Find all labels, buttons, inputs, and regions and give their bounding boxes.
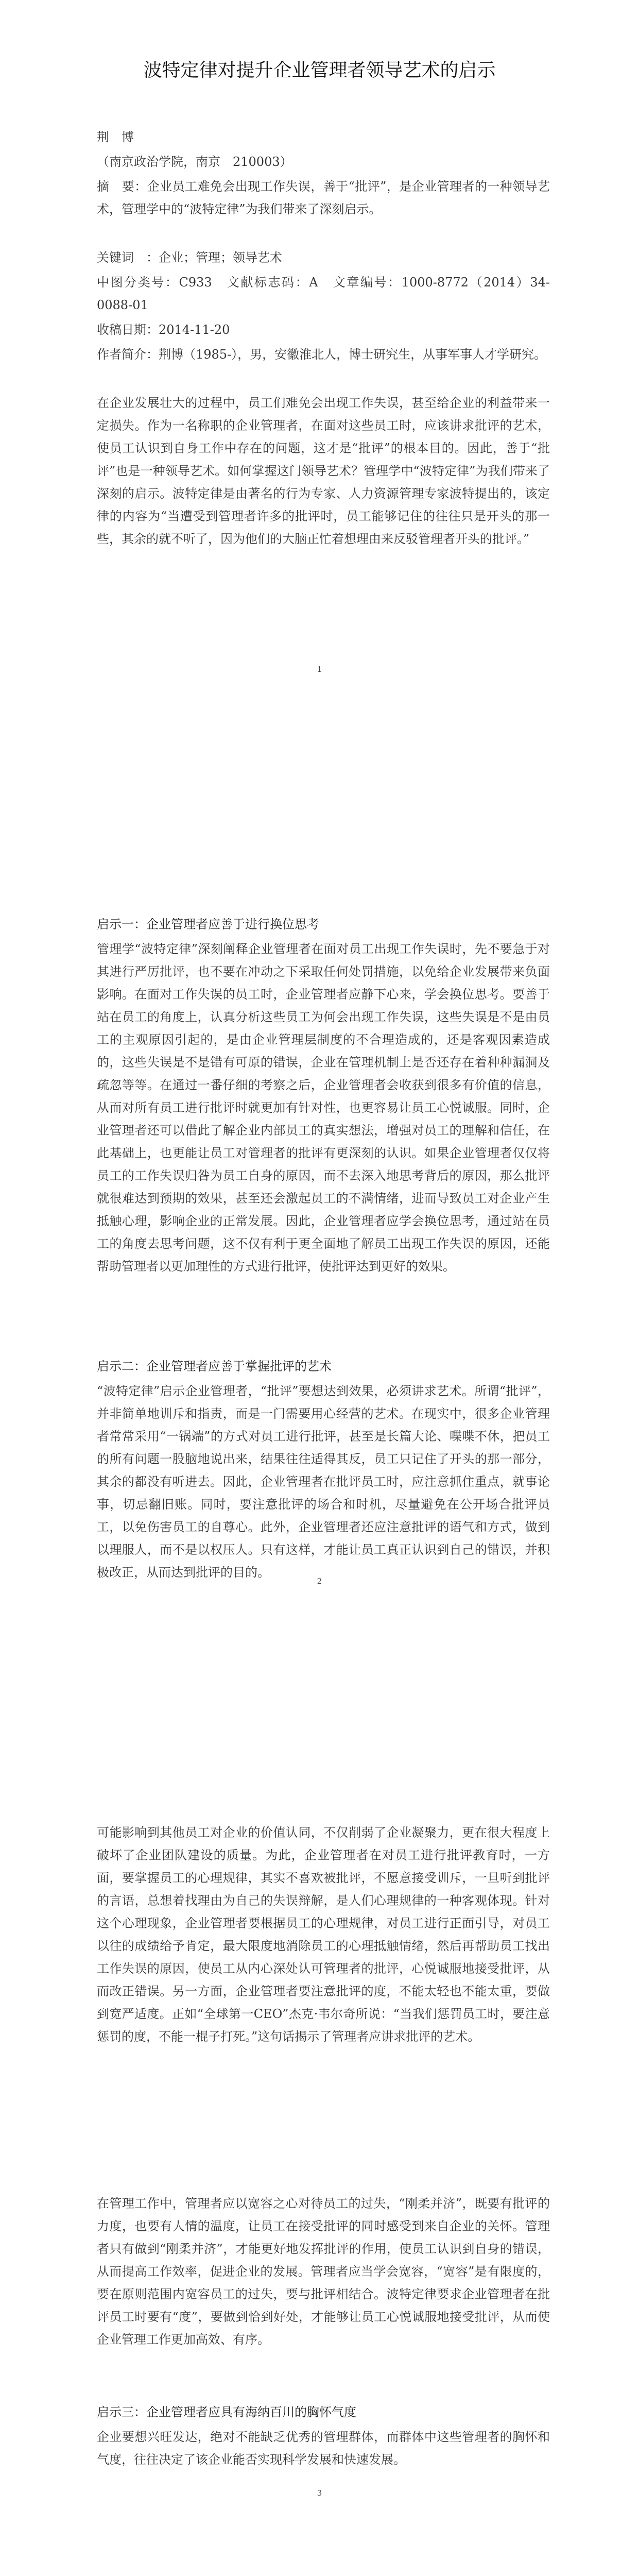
author: 荆 博 (97, 130, 134, 144)
abstract: 摘 要：企业员工难免会出现工作失误，善于“批评”，是企业管理者的一种领导艺术，管理学中的“波特定律”为我们带来了深刻启示。 (97, 179, 550, 216)
section3-paragraph: “波特定律”启示企业管理者，“批评”要想达到效果，必须讲求艺术。所谓“批评”，并非简单地训斥和指责，而是一门需要用心经营的艺术。在现实中，很多企业管理者常常采用“一锅端”的方式对员工进行批评，甚至是长篇大论、喋喋不休，把员工的所有问题一股脑地说出来，结果往往适得其反，员工只记住了开头的那一部分，其余的都没有听进去。因此，企业管理者在批评员工时，应注意抓住重点，就事论事，切忌翻旧账。同时，要注意批评的场合和时机，尽量避免在公开场合批评员工，以免伤害员工的自尊心。此外，企业管理者还应注意批评的语气和方式，做到以理服人，而不是以权压人。只有这样，才能让员工真正认识到自己的错误，并积极改正，从而达到批评的目的。 (97, 1384, 550, 1580)
section4-paragraph-2: 在管理工作中，管理者应以宽容之心对待员工的过失，“刚柔并济”，既要有批评的力度，也要有人情的温度，让员工在接受批评的同时感受到来自企业的关怀。管理者只有做到“刚柔并济”，才能更好地发挥批评的作用，使员工认识到自身的错误，从而提高工作效率，促进企业的发展。管理者应当学会宽容，“宽容”是有限度的，要在原则范围内宽容员工的过失，要与批评相结合。波特定律要求企业管理者在批评员工时要有“度”，要做到恰到好处，才能够让员工心悦诚服地接受批评，从而使企业管理工作更加高效、有序。 (97, 2196, 550, 2347)
section-heading-3: 启示三：企业管理者应具有海纳百川的胸怀气度 (97, 2405, 356, 2419)
classification: 中图分类号：C933 文献标志码：A 文章编号：1000-8772（2014）34-0088-01 (97, 275, 550, 312)
author-bio: 作者简介：荆博（1985-），男，安徽淮北人，博士研究生，从事军事人才学研究。 (97, 347, 547, 362)
page-number-3: 3 (317, 2488, 322, 2498)
article-title: 波特定律对提升企业管理者领导艺术的启示 (143, 60, 496, 81)
intro-paragraph: 在企业发展壮大的过程中，员工们难免会出现工作失误，甚至给企业的利益带来一定损失。作为一名称职的企业管理者，在面对这些员工时，应该讲求批评的艺术，使员工认识到自身工作中存在的问题，这才是“批评”的根本目的。因此，善于“批评”也是一种领导艺术。如何掌握这门领导艺术？管理学中“波特定律”为我们带来了深刻的启示。波特定律是由著名的行为专家、人力资源管理专家波特提出的，该定律的内容为“当遭受到管理者许多的批评时，员工能够记住的往往只是开头的那一些，其余的就不听了，因为他们的大脑正忙着想理由来反驳管理者开头的批评。” (97, 396, 550, 546)
section4-paragraph-1: 可能影响到其他员工对企业的价值认同，不仅削弱了企业凝聚力，更在很大程度上破坏了企业团队建设的质量。为此，企业管理者在对员工进行批评教育时，一方面，要掌握员工的心理规律，其实不喜欢被批评，不愿意接受训斥，一旦听到批评的言语，总想着找理由为自己的失误辩解，是人们心理规律的一种客观体现。针对这个心理现象，企业管理者要根据员工的心理规律，对员工进行正面引导，对员工以往的成绩给予肯定，最大限度地消除员工的心理抵触情绪，然后再帮助员工找出工作失误的原因，使员工从内心深处认可管理者的批评，心悦诚服地接受批评，从而改正错误。另一方面，企业管理者要注意批评的度，不能太轻也不能太重，要做到宽严适度。正如“全球第一CEO”杰克·韦尔奇所说：“当我们惩罚员工时，要注意惩罚的度，不能一棍子打死。”这句话揭示了管理者应讲求批评的艺术。 (97, 1825, 550, 2044)
page-number-1: 1 (317, 665, 322, 674)
section2-paragraph: 管理学“波特定律”深刻阐释企业管理者在面对员工出现工作失误时，先不要急于对其进行严厉批评，也不要在冲动之下采取任何处罚措施，以免给企业发展带来负面影响。在面对工作失误的员工时，企业管理者应静下心来，学会换位思考。要善于站在员工的角度上，认真分析这些员工为何会出现工作失误，这些失误是不是由员工的主观原因引起的，是由企业管理层制度的不合理造成的，还是客观因素造成的，这些失误是不是错有可原的错误，企业在管理机制上是否还存在着种种漏洞及疏忽等等。在通过一番仔细的考察之后，企业管理者会收获到很多有价值的信息，从而对所有员工进行批评时就更加有针对性，也更容易让员工心悦诚服。同时，企业管理者还可以借此了解企业内部员工的真实想法，增强对员工的理解和信任，在此基础上，也更能让员工对管理者的批评有更深刻的认识。如果企业管理者仅仅将员工的工作失误归咎为员工自身的原因，而不去深入地思考背后的原因，那么批评就很难达到预期的效果，甚至还会激起员工的不满情绪，进而导致员工对企业产生抵触心理，影响企业的正常发展。因此，企业管理者应学会换位思考，通过站在员工的角度去思考问题，这不仅有利于更全面地了解员工出现工作失误的原因，还能帮助管理者以更加理性的方式进行批评，使批评达到更好的效果。 (97, 942, 550, 1274)
received-date: 收稿日期：2014-11-20 (97, 323, 230, 337)
section-heading-1: 启示一：企业管理者应善于进行换位思考 (97, 917, 319, 931)
page-number-2: 2 (317, 1577, 322, 1586)
section5-paragraph: 企业要想兴旺发达，绝对不能缺乏优秀的管理群体，而群体中这些管理者的胸怀和气度，往往决定了该企业能否实现科学发展和快速发展。 (97, 2430, 550, 2467)
section-heading-2: 启示二：企业管理者应善于掌握批评的艺术 (97, 1359, 332, 1374)
keywords: 关键词 ：企业；管理；领导艺术 (97, 250, 282, 265)
affiliation: （南京政治学院，南京 210003） (97, 155, 292, 169)
